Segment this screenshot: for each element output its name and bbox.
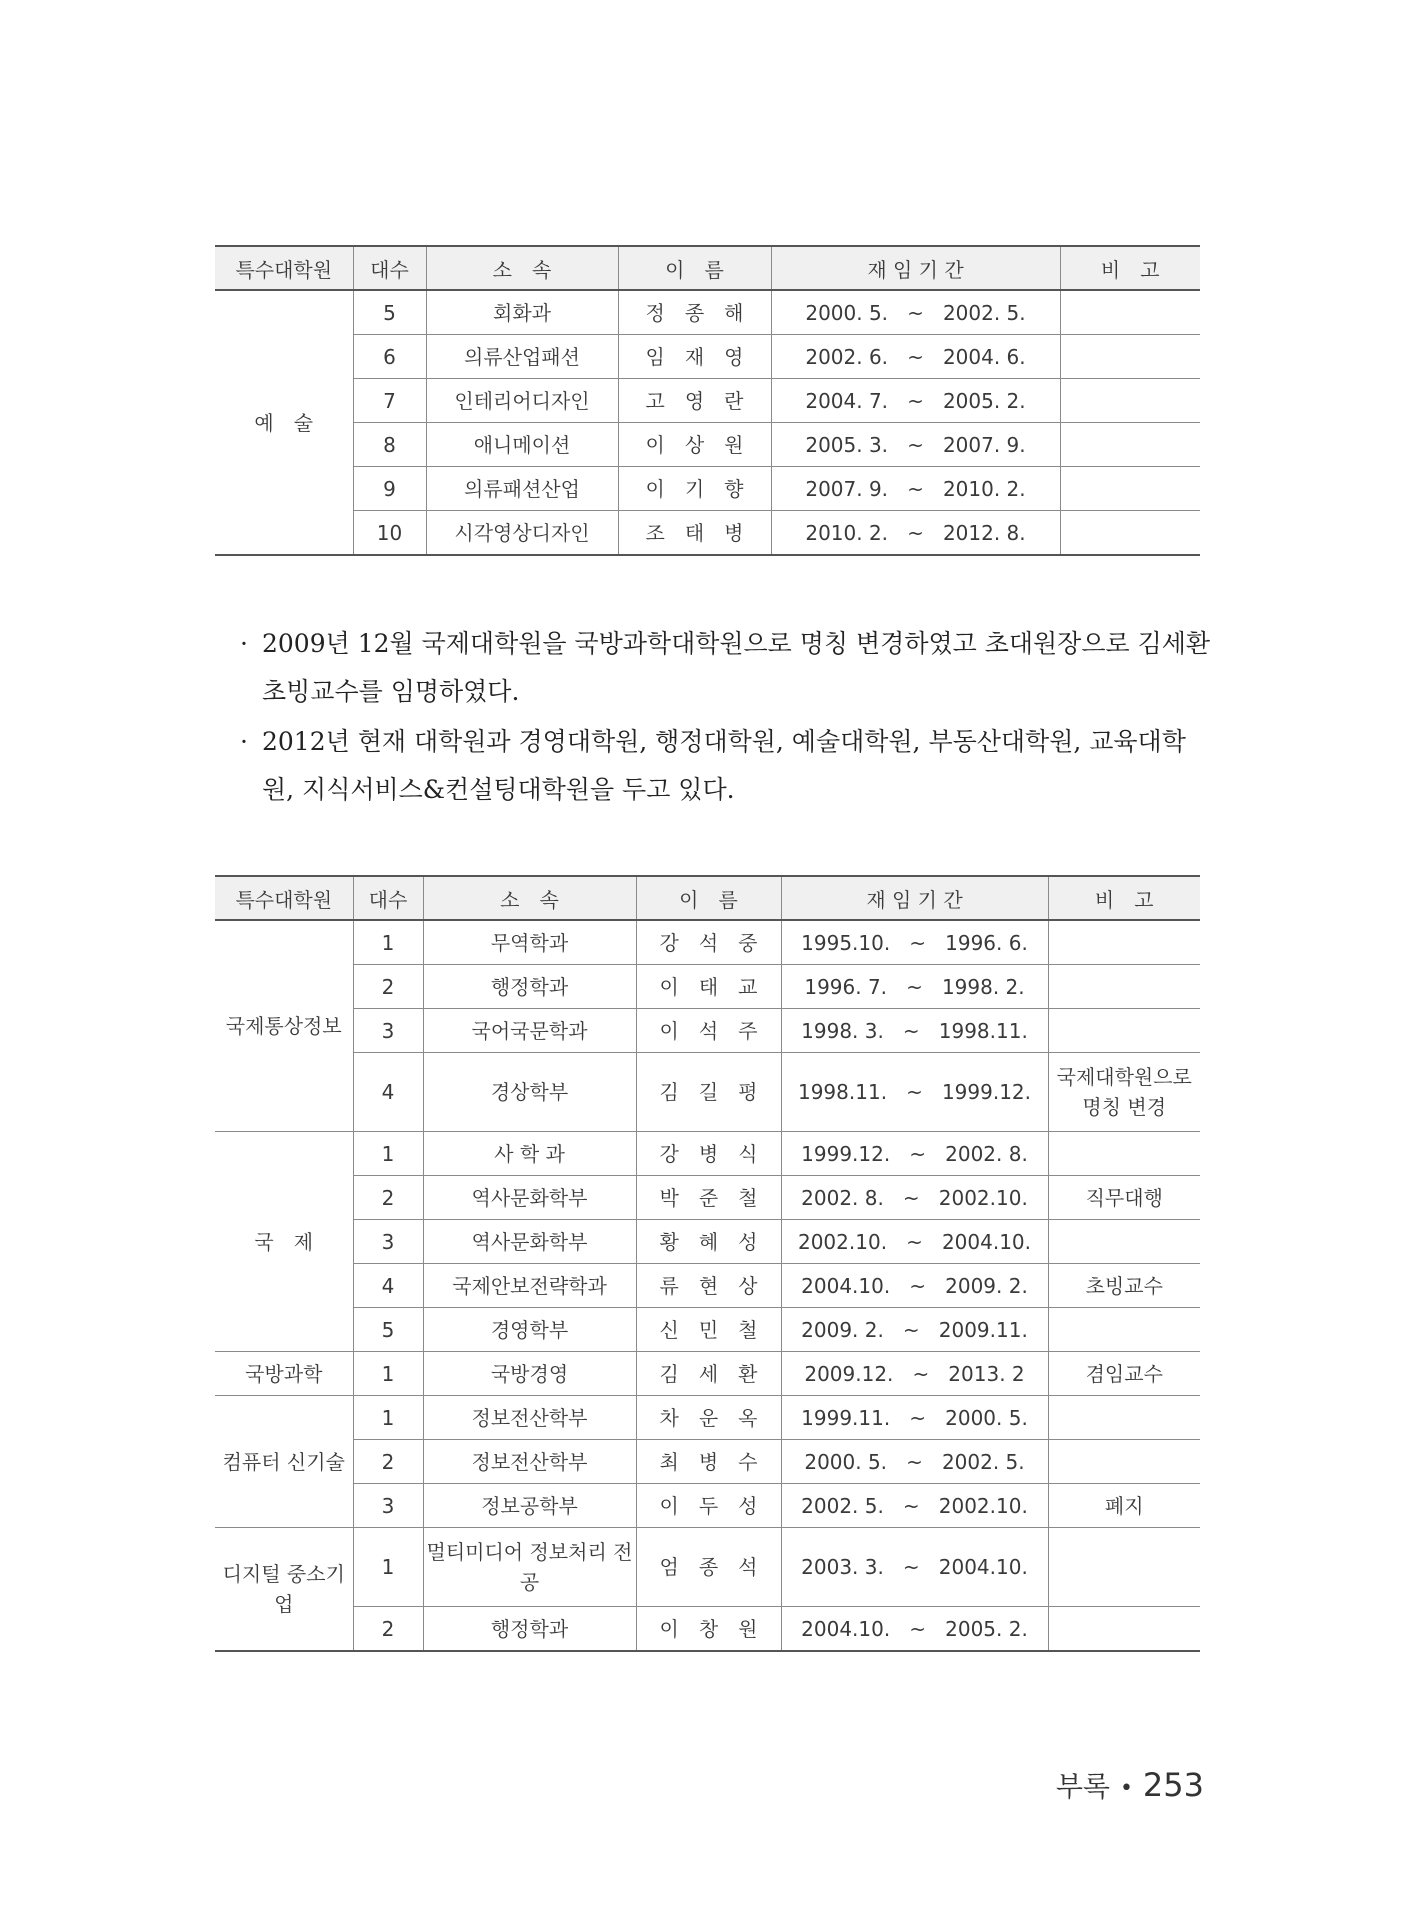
tenure-period: 2002.10. ~ 2004.10. [781,1220,1048,1264]
tenure-period: 1999.12. ~ 2002. 8. [781,1132,1048,1176]
term-number: 3 [353,1009,423,1053]
tenure-period: 2003. 3. ~ 2004.10. [781,1528,1048,1607]
table-row [215,1396,1200,1440]
department: 인테리어디자인 [426,379,618,423]
person-name: 김 세 환 [636,1352,781,1396]
person-name: 류 현 상 [636,1264,781,1308]
header-note: 비 고 [1048,876,1200,920]
table-row [215,335,1200,379]
table-row [215,423,1200,467]
table-row [215,1308,1200,1352]
header-term: 대수 [353,246,426,290]
person-name: 고 영 란 [618,379,771,423]
person-name: 강 병 식 [636,1132,781,1176]
person-name: 이 기 향 [618,467,771,511]
table-row [215,1053,1200,1132]
department: 행정학과 [423,1607,636,1652]
tenure-period: 2007. 9. ~ 2010. 2. [771,467,1060,511]
note [1048,965,1200,1009]
bullet-text: 2009년 12월 국제대학원을 국방과학대학원으로 명칭 변경하였고 초대원장으로 김세환 초빙교수를 임명하였다. [262,629,1211,706]
history-notes [240,620,1215,816]
term-number: 10 [353,511,426,556]
tenure-period: 2010. 2. ~ 2012. 8. [771,511,1060,556]
group-name: 예 술 [215,290,353,555]
table-header-row [215,246,1200,290]
term-number: 3 [353,1484,423,1528]
note [1060,423,1200,467]
person-name: 김 길 평 [636,1053,781,1132]
faculty-table-international [215,875,1200,1652]
department: 정보공학부 [423,1484,636,1528]
term-number: 1 [353,1528,423,1607]
department: 행정학과 [423,965,636,1009]
department: 국제안보전략학과 [423,1264,636,1308]
person-name: 황 혜 성 [636,1220,781,1264]
header-name: 이 름 [636,876,781,920]
note: 직무대행 [1048,1176,1200,1220]
note [1048,1220,1200,1264]
header-term: 대수 [353,876,423,920]
person-name: 엄 종 석 [636,1528,781,1607]
bullet-item [240,718,1215,814]
note: 초빙교수 [1048,1264,1200,1308]
tenure-period: 2002. 8. ~ 2002.10. [781,1176,1048,1220]
group-name: 디지털 중소기업 [215,1528,353,1652]
tenure-period: 2004.10. ~ 2009. 2. [781,1264,1048,1308]
term-number: 5 [353,1308,423,1352]
department: 국방경영 [423,1352,636,1396]
note [1060,335,1200,379]
note [1060,290,1200,335]
note [1060,379,1200,423]
person-name: 강 석 중 [636,920,781,965]
tenure-period: 2009.12. ~ 2013. 2 [781,1352,1048,1396]
table-row [215,1484,1200,1528]
note [1048,1396,1200,1440]
tenure-period: 1999.11. ~ 2000. 5. [781,1396,1048,1440]
group-name: 국 제 [215,1132,353,1352]
department: 멀티미디어 정보처리 전공 [423,1528,636,1607]
faculty-table-arts [215,245,1200,556]
note [1048,1607,1200,1652]
note [1048,1528,1200,1607]
header-period: 재 임 기 간 [771,246,1060,290]
person-name: 차 운 옥 [636,1396,781,1440]
person-name: 이 태 교 [636,965,781,1009]
term-number: 7 [353,379,426,423]
tenure-period: 1995.10. ~ 1996. 6. [781,920,1048,965]
table-row [215,1009,1200,1053]
department: 의류패션산업 [426,467,618,511]
person-name: 박 준 철 [636,1176,781,1220]
group-name: 컴퓨터 신기술 [215,1396,353,1528]
department: 역사문화학부 [423,1176,636,1220]
term-number: 4 [353,1264,423,1308]
department: 사 학 과 [423,1132,636,1176]
tenure-period: 1998.11. ~ 1999.12. [781,1053,1048,1132]
tenure-period: 2005. 3. ~ 2007. 9. [771,423,1060,467]
person-name: 조 태 병 [618,511,771,556]
table-row [215,1440,1200,1484]
tenure-period: 1996. 7. ~ 1998. 2. [781,965,1048,1009]
table-row [215,920,1200,965]
tenure-period: 2004. 7. ~ 2005. 2. [771,379,1060,423]
note: 국제대학원으로 명칭 변경 [1048,1053,1200,1132]
table-row [215,467,1200,511]
header-period: 재 임 기 간 [781,876,1048,920]
department: 역사문화학부 [423,1220,636,1264]
note: 겸임교수 [1048,1352,1200,1396]
department: 의류산업패션 [426,335,618,379]
person-name: 이 상 원 [618,423,771,467]
note [1060,511,1200,556]
table-row [215,1132,1200,1176]
header-name: 이 름 [618,246,771,290]
header-department: 소 속 [426,246,618,290]
table-header-row [215,876,1200,920]
person-name: 정 종 해 [618,290,771,335]
term-number: 1 [353,1132,423,1176]
bullet-text: 2012년 현재 대학원과 경영대학원, 행정대학원, 예술대학원, 부동산대학원, 교육대학원, 지식서비스&컨설팅대학원을 두고 있다. [262,727,1186,804]
page-number: 253 [1142,1766,1204,1804]
department: 경상학부 [423,1053,636,1132]
table-row [215,1528,1200,1607]
table-row [215,1220,1200,1264]
tenure-period: 2000. 5. ~ 2002. 5. [781,1440,1048,1484]
header-graduate-school: 특수대학원 [215,876,353,920]
department: 무역학과 [423,920,636,965]
table-row [215,511,1200,556]
person-name: 임 재 영 [618,335,771,379]
department: 애니메이션 [426,423,618,467]
header-graduate-school: 특수대학원 [215,246,353,290]
term-number: 2 [353,965,423,1009]
footer-separator: • [1119,1775,1133,1801]
department: 국어국문학과 [423,1009,636,1053]
tenure-period: 2002. 5. ~ 2002.10. [781,1484,1048,1528]
note [1048,1009,1200,1053]
term-number: 3 [353,1220,423,1264]
department: 회화과 [426,290,618,335]
term-number: 2 [353,1176,423,1220]
bullet-mark: · [240,629,248,658]
table-row [215,1264,1200,1308]
person-name: 신 민 철 [636,1308,781,1352]
tenure-period: 2002. 6. ~ 2004. 6. [771,335,1060,379]
header-note: 비 고 [1060,246,1200,290]
note: 폐지 [1048,1484,1200,1528]
group-name: 국제통상정보 [215,920,353,1132]
group-name: 국방과학 [215,1352,353,1396]
tenure-period: 2000. 5. ~ 2002. 5. [771,290,1060,335]
note [1048,1132,1200,1176]
term-number: 2 [353,1607,423,1652]
person-name: 이 석 주 [636,1009,781,1053]
person-name: 이 두 성 [636,1484,781,1528]
note [1048,1440,1200,1484]
department: 시각영상디자인 [426,511,618,556]
term-number: 1 [353,920,423,965]
department: 정보전산학부 [423,1440,636,1484]
note [1048,920,1200,965]
table-row [215,379,1200,423]
term-number: 1 [353,1352,423,1396]
table-row [215,290,1200,335]
term-number: 2 [353,1440,423,1484]
table-row [215,1607,1200,1652]
tenure-period: 1998. 3. ~ 1998.11. [781,1009,1048,1053]
bullet-mark: · [240,727,248,756]
person-name: 최 병 수 [636,1440,781,1484]
term-number: 5 [353,290,426,335]
note [1060,467,1200,511]
tenure-period: 2004.10. ~ 2005. 2. [781,1607,1048,1652]
table-row [215,1176,1200,1220]
section-label: 부록 [1055,1770,1110,1803]
header-department: 소 속 [423,876,636,920]
table-row [215,1352,1200,1396]
term-number: 6 [353,335,426,379]
department: 정보전산학부 [423,1396,636,1440]
note [1048,1308,1200,1352]
term-number: 1 [353,1396,423,1440]
term-number: 9 [353,467,426,511]
person-name: 이 창 원 [636,1607,781,1652]
page-footer [1056,1765,1204,1805]
bullet-item [240,620,1215,716]
term-number: 4 [353,1053,423,1132]
tenure-period: 2009. 2. ~ 2009.11. [781,1308,1048,1352]
table-row [215,965,1200,1009]
department: 경영학부 [423,1308,636,1352]
term-number: 8 [353,423,426,467]
